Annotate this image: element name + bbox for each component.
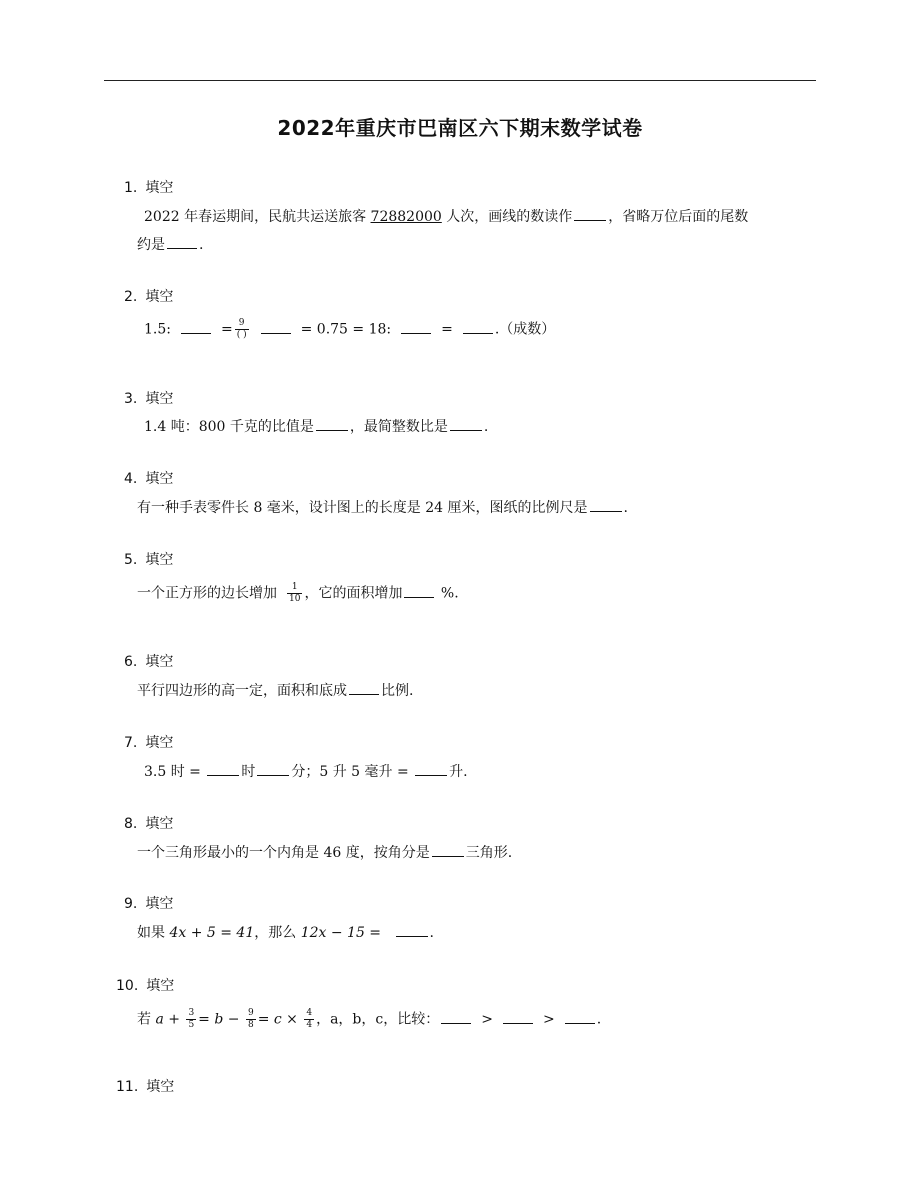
equation: 12x − 15 = — [300, 925, 386, 941]
fraction: $\frac{9}{8}$ — [247, 1008, 254, 1030]
question-11-header: 11. 填空 — [116, 1079, 175, 1095]
question-4-header: 4. 填空 — [124, 471, 174, 487]
answer-blank[interactable] — [503, 1009, 533, 1024]
header-rule — [104, 80, 816, 81]
answer-blank[interactable] — [404, 583, 434, 598]
fraction: $\frac{1}{10}$ — [289, 582, 301, 604]
answer-blank[interactable] — [257, 761, 289, 776]
question-2-header: 2. 填空 — [124, 289, 174, 305]
question-5-header: 5. 填空 — [124, 552, 174, 568]
question-number: 1. — [124, 180, 138, 196]
equation: 4x + 5 = 41 — [169, 925, 255, 941]
answer-blank[interactable] — [316, 416, 348, 431]
answer-blank[interactable] — [463, 319, 493, 334]
question-9-header: 9. 填空 — [124, 896, 174, 912]
answer-blank[interactable] — [590, 497, 622, 512]
fraction: $\frac{3}{5}$ — [188, 1008, 195, 1030]
answer-blank[interactable] — [167, 234, 197, 249]
question-1-header — [124, 177, 173, 197]
answer-blank[interactable] — [207, 761, 239, 776]
question-7-text: 3.5 时 = 时 分；5 升 5 毫升 = 升. — [144, 761, 468, 781]
answer-blank[interactable] — [415, 761, 447, 776]
fraction: $\frac{4}{4}$ — [306, 1008, 313, 1030]
question-9-text: 如果 4x + 5 = 41，那么 12x − 15 = . — [137, 922, 434, 942]
answer-blank[interactable] — [565, 1009, 595, 1024]
question-5-text: 一个正方形的边长增加 $\frac{1}{10}$ ，它的面积增加 %. — [137, 582, 459, 604]
question-10-text: 若 a + $\frac{3}{5}$ = b − $\frac{9}{8}$ = c × $\frac{4}{4}$ ，a，b，c，比较： > > . — [137, 1008, 602, 1030]
answer-blank[interactable] — [261, 319, 291, 334]
question-8-text: 一个三角形最小的一个内角是 46 度，按角分是 三角形. — [137, 842, 512, 862]
answer-blank[interactable] — [574, 206, 606, 221]
underlined-number: 72882000 — [370, 209, 442, 225]
question-3-header: 3. 填空 — [124, 391, 174, 407]
answer-blank[interactable] — [441, 1009, 471, 1024]
question-6-header: 6. 填空 — [124, 654, 174, 670]
answer-blank[interactable] — [396, 922, 428, 937]
question-2-text: 1.5: = $\frac{9}{( )}$ = 0.75 = 18: = .（成数） — [144, 318, 556, 340]
page-title: 2022年重庆市巴南区六下期末数学试卷 — [277, 116, 643, 140]
question-7-header: 7. 填空 — [124, 735, 174, 751]
question-3-text: 1.4 吨：800 千克的比值是 ，最简整数比是 . — [144, 416, 488, 436]
answer-blank[interactable] — [349, 680, 379, 695]
fraction: $\frac{9}{( )}$ — [236, 318, 247, 340]
question-1-text-cont: 约是 . — [137, 234, 203, 254]
answer-blank[interactable] — [432, 842, 464, 857]
question-label: 填空 — [145, 180, 174, 196]
question-4-text: 有一种手表零件长 8 毫米，设计图上的长度是 24 厘米，图纸的比例尺是 . — [137, 497, 628, 517]
answer-blank[interactable] — [181, 319, 211, 334]
answer-blank[interactable] — [450, 416, 482, 431]
question-10-header: 10. 填空 — [116, 978, 175, 994]
question-8-header: 8. 填空 — [124, 816, 174, 832]
question-6-text: 平行四边形的高一定，面积和底成 比例. — [137, 680, 413, 700]
answer-blank[interactable] — [401, 319, 431, 334]
question-1-text: 2022 年春运期间，民航共运送旅客 72882000 人次，画线的数读作 ，省略万位后面的尾数 — [144, 206, 748, 226]
